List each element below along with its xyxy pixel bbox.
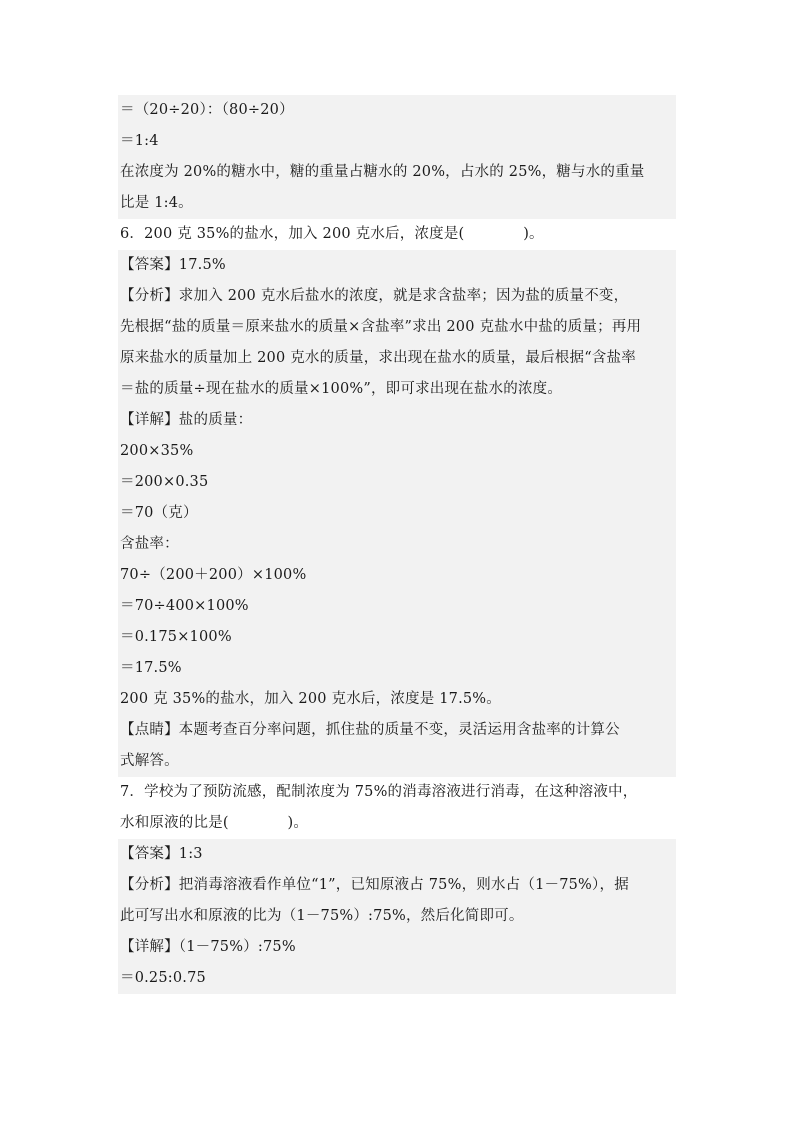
detail-text: 【详解】盐的质量： bbox=[118, 405, 676, 436]
analysis-text: 原来盐水的质量加上 200 克水的质量，求出现在盐水的质量，最后根据“含盐率 bbox=[118, 343, 676, 374]
question-7-stem: 7．学校为了预防流感，配制浓度为 75%的消毒溶液进行消毒，在这种溶液中， bbox=[120, 784, 638, 800]
analysis-text: 此可写出水和原液的比为（1－75%）:75%，然后化简即可。 bbox=[118, 901, 676, 932]
comment-text: 【点睛】本题考查百分率问题，抓住盐的质量不变，灵活运用含盐率的计算公 bbox=[118, 715, 676, 746]
conclusion-text: 200 克 35%的盐水，加入 200 克水后，浓度是 17.5%。 bbox=[118, 684, 676, 715]
formula-line: ＝70÷400×100% bbox=[118, 591, 676, 622]
answer-label: 【答案】17.5% bbox=[118, 250, 676, 281]
formula-line: 200×35% bbox=[118, 436, 676, 467]
formula-line: ＝70（克） bbox=[118, 498, 676, 529]
text-line: ＝（20÷20）：（80÷20） bbox=[118, 95, 676, 126]
analysis-text: ＝盐的质量÷现在盐水的质量×100%”，即可求出现在盐水的浓度。 bbox=[118, 374, 676, 405]
formula-line: ＝0.25:0.75 bbox=[118, 963, 676, 994]
formula-line: 70÷（200＋200）×100% bbox=[118, 560, 676, 591]
formula-line: ＝200×0.35 bbox=[118, 467, 676, 498]
text-line: 在浓度为 20%的糖水中，糖的重量占糖水的 20%，占水的 25%，糖与水的重量 bbox=[118, 157, 676, 188]
formula-line: ＝0.175×100% bbox=[118, 622, 676, 653]
analysis-text: 【分析】求加入 200 克水后盐水的浓度，就是求含盐率；因为盐的质量不变， bbox=[118, 281, 676, 312]
question-7-stem: 水和原液的比是( )。 bbox=[120, 815, 309, 831]
text-line: 比是 1:4。 bbox=[118, 188, 676, 219]
comment-text: 式解答。 bbox=[118, 746, 676, 777]
question-6-stem: 6．200 克 35%的盐水，加入 200 克水后，浓度是( )。 bbox=[120, 226, 544, 242]
detail-text: 【详解】（1－75%）:75% bbox=[118, 932, 676, 963]
text-line: ＝1:4 bbox=[118, 126, 676, 157]
detail-text: 含盐率： bbox=[118, 529, 676, 560]
answer-label: 【答案】1:3 bbox=[118, 839, 676, 870]
analysis-text: 【分析】把消毒溶液看作单位“1”，已知原液占 75%，则水占（1－75%），据 bbox=[118, 870, 676, 901]
analysis-text: 先根据“盐的质量＝原来盐水的质量×含盐率”求出 200 克盐水中盐的质量；再用 bbox=[118, 312, 676, 343]
formula-line: ＝17.5% bbox=[118, 653, 676, 684]
document-body bbox=[118, 95, 676, 994]
